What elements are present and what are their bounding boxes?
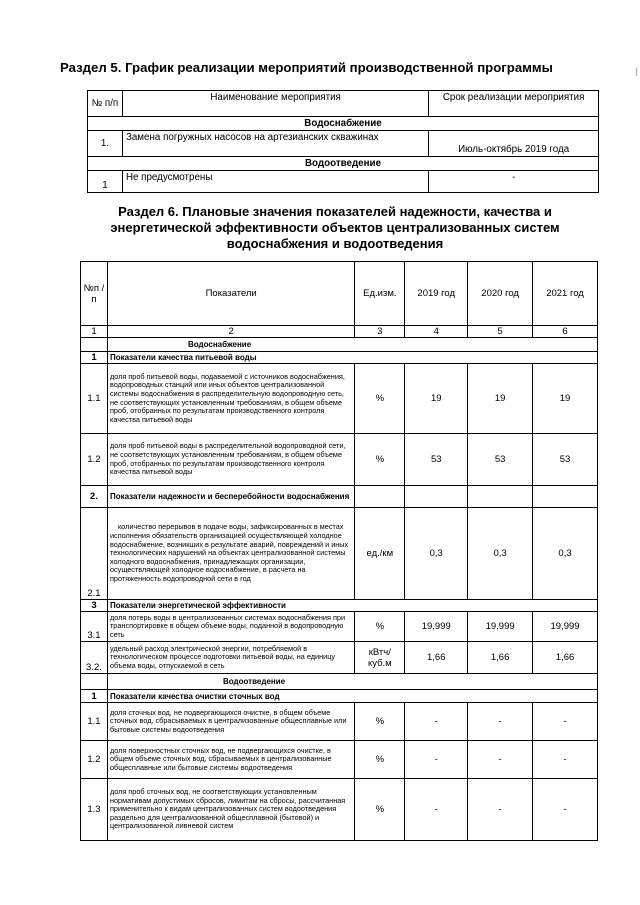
group-row: [81, 352, 598, 364]
row-value-2019: 1,66: [405, 642, 468, 674]
group-label: Показатели качества очистки сточных вод: [107, 690, 597, 703]
row-term: -: [429, 171, 599, 193]
colnum: 5: [468, 326, 533, 338]
row-num: 1.1: [81, 364, 108, 434]
group-water-supply: Водоснабжение: [107, 338, 597, 352]
row-value-2019: 19: [405, 364, 468, 434]
table-row: [81, 741, 598, 779]
table-row: [81, 434, 598, 486]
row-text: доля проб питьевой воды, подаваемой с источников водоснабжения, водопроводных станций или иных объектов централизованной системы водоснабжения в распределительную водопроводную сеть, не соответствующих установленным требованиям, в общем объеме проб, отобранных по результатам производственного контроля качества питьевой воды: [107, 364, 354, 434]
table-row: [81, 642, 598, 674]
row-value-2019: 53: [405, 434, 468, 486]
row-num: 1.: [88, 131, 123, 157]
row-text: доля проб сточных вод, не соответствующих установленным нормативам допустимых сбросов, лимитам на сбросы, рассчитанная применительно к видам централизованных систем водоотведения раздельно для централизованной общесплавной (бытовой) и централизованной ливневой систем: [107, 779, 354, 841]
row-num: 1: [81, 352, 108, 364]
row-text: количество перерывов в подаче воды, зафиксированных в местах исполнения обязательств организацией осуществляющей холодное водоснабжение, возникших в результате аварий, повреждений и иных технологических нарушений на объектах централизованной системы холодного водоснабжения, принадлежащих организации, осуществляющей холодное водоснабжение, в расчета на протяженность водопроводной сети в год: [107, 508, 354, 600]
row-num: 1.2: [81, 434, 108, 486]
row-text: удельный расход электрической энергии, потребляемой в технологическом процессе подготовки питьевой воды, на единицу объема воды, отпускаемой в сеть: [107, 642, 354, 674]
row-value-2020: 19,999: [468, 612, 533, 642]
header-term: Срок реализации мероприятия: [429, 91, 599, 117]
row-unit: %: [355, 779, 405, 841]
row-num: 3.1: [81, 612, 108, 642]
section6-title: Раздел 6. Плановые значения показателей надежности, качества и энергетической эффективности объектов централизованных систем водоснабжения и водоотведения: [110, 204, 560, 251]
table-row: [81, 779, 598, 841]
row-value-2021: -: [533, 741, 598, 779]
row-value-2021: 53: [533, 434, 598, 486]
group-row: [88, 157, 599, 171]
row-value-2021: 19,999: [533, 612, 598, 642]
margin-mark: |: [635, 66, 638, 76]
colnum: 4: [405, 326, 468, 338]
row-text: доля проб питьевой воды в распределительной водопроводной сети, не соответствующих установленным требованиям, в общем объеме проб, отобранных по результатам производственного контроля качества питьевой воды: [107, 434, 354, 486]
section6-table: [80, 261, 598, 841]
row-num: 3: [81, 600, 108, 612]
row-value-2021: -: [533, 703, 598, 741]
row-unit: %: [355, 612, 405, 642]
group-row: [81, 338, 598, 352]
row-num: 1.2: [81, 741, 108, 779]
table-row: [88, 131, 599, 157]
row-name: Замена погружных насосов на артезианских скважинах: [122, 131, 428, 157]
row-value-2020: -: [468, 779, 533, 841]
row-text: доля поверхностных сточных вод, не подвергающихся очистке, в общем объеме сточных вод, сбрасываемых в централизованные общесплавные или бытовые системы водоотведения: [107, 741, 354, 779]
row-value-2021: 1,66: [533, 642, 598, 674]
row-value-2021: 0,3: [533, 508, 598, 600]
row-value-2020: -: [468, 703, 533, 741]
header-num: № п/п: [88, 91, 123, 117]
header-indicators: Показатели: [107, 262, 354, 326]
header-2020: 2020 год: [468, 262, 533, 326]
group-row: [88, 117, 599, 131]
row-num: 1.3: [81, 779, 108, 841]
colnum: 1: [81, 326, 108, 338]
colnum: 2: [107, 326, 354, 338]
row-unit: %: [355, 364, 405, 434]
row-unit: %: [355, 434, 405, 486]
row-num: 2.: [81, 486, 108, 508]
row-unit: %: [355, 741, 405, 779]
row-value-2020: -: [468, 741, 533, 779]
row-num: 1: [81, 690, 108, 703]
row-num: 1: [88, 171, 123, 193]
row-value-2020: 19: [468, 364, 533, 434]
row-value-2021: 19: [533, 364, 598, 434]
row-name: Не предусмотрены: [122, 171, 428, 193]
section5-table: [87, 90, 599, 193]
group-row: [81, 486, 598, 508]
row-value-2020: 1,66: [468, 642, 533, 674]
row-value-2019: 19,999: [405, 612, 468, 642]
group-row: [81, 674, 598, 690]
table-row: [88, 171, 599, 193]
row-value-2019: -: [405, 741, 468, 779]
row-value-2019: -: [405, 779, 468, 841]
row-term: Июль-октябрь 2019 года: [429, 131, 599, 157]
row-value-2019: 0,3: [405, 508, 468, 600]
row-value-2020: 0,3: [468, 508, 533, 600]
row-num: 3.2.: [81, 642, 108, 674]
row-num: 2.1: [81, 508, 108, 600]
group-wastewater: Водоотведение: [107, 674, 597, 690]
table-row: [81, 364, 598, 434]
group-water-supply: Водоснабжение: [88, 117, 599, 131]
row-unit: ед./км: [355, 508, 405, 600]
group-wastewater: Водоотведение: [88, 157, 599, 171]
row-value-2020: 53: [468, 434, 533, 486]
row-unit: %: [355, 703, 405, 741]
colnum: 3: [355, 326, 405, 338]
table-row: [81, 612, 598, 642]
group-row: [81, 690, 598, 703]
table-header-row: [88, 91, 599, 117]
row-num: 1.1: [81, 703, 108, 741]
colnum: 6: [533, 326, 598, 338]
group-row: [81, 600, 598, 612]
row-text: доля сточных вод, не подвергающихся очистке, в общем объеме сточных вод, сбрасываемых в централизованные общесплавные или бытовые системы водоотведения: [107, 703, 354, 741]
group-label: Показатели надежности и бесперебойности водоснабжения: [107, 486, 354, 508]
table-row: [81, 508, 598, 600]
header-2021: 2021 год: [533, 262, 598, 326]
group-label: Показатели качества питьевой воды: [107, 352, 597, 364]
column-number-row: [81, 326, 598, 338]
row-value-2021: -: [533, 779, 598, 841]
section5-title: Раздел 5. График реализации мероприятий производственной программы: [60, 60, 553, 75]
table-row: [81, 703, 598, 741]
header-name: Наименование мероприятия: [122, 91, 428, 117]
group-label: Показатели энергетической эффективности: [107, 600, 597, 612]
row-value-2019: -: [405, 703, 468, 741]
header-2019: 2019 год: [405, 262, 468, 326]
header-unit: Ед.изм.: [355, 262, 405, 326]
table-header-row: [81, 262, 598, 326]
header-num: №п /п: [81, 262, 108, 326]
row-unit: кВтч/ куб.м: [355, 642, 405, 674]
row-text: доля потерь воды в централизованных системах водоснабжения при транспортировке в общем объеме воды, поданной в водопроводную сеть: [107, 612, 354, 642]
